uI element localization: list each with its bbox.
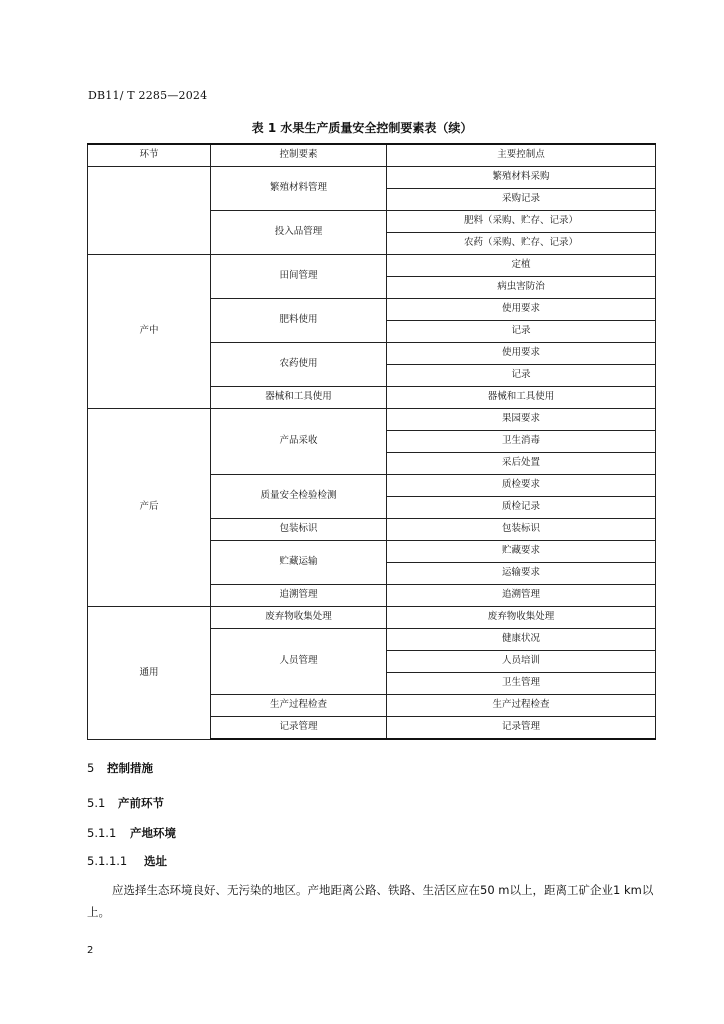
control-elements-table (87, 143, 656, 740)
column-header-element: 控制要素 (211, 144, 387, 167)
section-heading (87, 825, 176, 841)
control-point-cell: 包装标识 (387, 519, 656, 541)
control-point-cell: 健康状况 (387, 629, 656, 651)
stage-cell (88, 167, 211, 255)
section-number: 5.1 (87, 796, 106, 810)
element-cell: 人员管理 (211, 629, 387, 695)
element-cell: 农药使用 (211, 343, 387, 387)
control-point-cell: 贮藏要求 (387, 541, 656, 563)
control-point-cell: 采购记录 (387, 189, 656, 211)
control-point-cell: 采后处置 (387, 453, 656, 475)
control-point-cell: 卫生消毒 (387, 431, 656, 453)
body-paragraph: 应选择生态环境良好、无污染的地区。产地距离公路、铁路、生活区应在50 m以上，距离工矿企业1 km以上。 (87, 883, 654, 919)
element-cell: 贮藏运输 (211, 541, 387, 585)
element-cell: 记录管理 (211, 717, 387, 740)
control-point-cell: 记录管理 (387, 717, 656, 740)
element-cell: 投入品管理 (211, 211, 387, 255)
element-cell: 繁殖材料管理 (211, 167, 387, 211)
stage-cell: 产中 (88, 255, 211, 409)
control-point-cell: 废弃物收集处理 (387, 607, 656, 629)
control-point-cell: 使用要求 (387, 343, 656, 365)
control-point-cell: 记录 (387, 321, 656, 343)
control-point-cell: 病虫害防治 (387, 277, 656, 299)
table-row (88, 255, 656, 277)
control-point-cell: 繁殖材料采购 (387, 167, 656, 189)
control-point-cell: 记录 (387, 365, 656, 387)
control-point-cell: 果园要求 (387, 409, 656, 431)
section-title: 选址 (144, 854, 167, 868)
element-cell: 产品采收 (211, 409, 387, 475)
control-point-cell: 质检要求 (387, 475, 656, 497)
element-cell: 器械和工具使用 (211, 387, 387, 409)
element-cell: 包装标识 (211, 519, 387, 541)
section-heading (87, 795, 164, 811)
control-point-cell: 农药（采购、贮存、记录） (387, 233, 656, 255)
element-cell: 废弃物收集处理 (211, 607, 387, 629)
control-point-cell: 追溯管理 (387, 585, 656, 607)
table-row (88, 167, 656, 189)
control-point-cell: 定植 (387, 255, 656, 277)
element-cell: 追溯管理 (211, 585, 387, 607)
element-cell: 生产过程检查 (211, 695, 387, 717)
column-header-control-point: 主要控制点 (387, 144, 656, 167)
stage-cell: 通用 (88, 607, 211, 740)
column-header-stage: 环节 (88, 144, 211, 167)
control-point-cell: 肥料（采购、贮存、记录） (387, 211, 656, 233)
control-point-cell: 器械和工具使用 (387, 387, 656, 409)
table-title: 表 1 水果生产质量安全控制要素表（续） (251, 121, 473, 135)
section-number: 5 (87, 761, 95, 775)
stage-cell: 产后 (88, 409, 211, 607)
table-header-row (88, 144, 656, 167)
section-title: 控制措施 (107, 761, 153, 775)
section-title: 产地环境 (130, 826, 176, 840)
section-heading (87, 853, 167, 869)
table-row (88, 607, 656, 629)
section-number: 5.1.1.1 (87, 854, 128, 868)
element-cell: 质量安全检验检测 (211, 475, 387, 519)
section-title: 产前环节 (118, 796, 164, 810)
control-point-cell: 卫生管理 (387, 673, 656, 695)
control-point-cell: 使用要求 (387, 299, 656, 321)
document-code: DB11/ T 2285—2024 (88, 89, 208, 102)
page-number: 2 (87, 945, 94, 956)
control-point-cell: 生产过程检查 (387, 695, 656, 717)
control-point-cell: 人员培训 (387, 651, 656, 673)
section-number: 5.1.1 (87, 826, 117, 840)
section-heading (87, 760, 153, 776)
element-cell: 田间管理 (211, 255, 387, 299)
element-cell: 肥料使用 (211, 299, 387, 343)
control-point-cell: 质检记录 (387, 497, 656, 519)
control-point-cell: 运输要求 (387, 563, 656, 585)
table-row (88, 409, 656, 431)
